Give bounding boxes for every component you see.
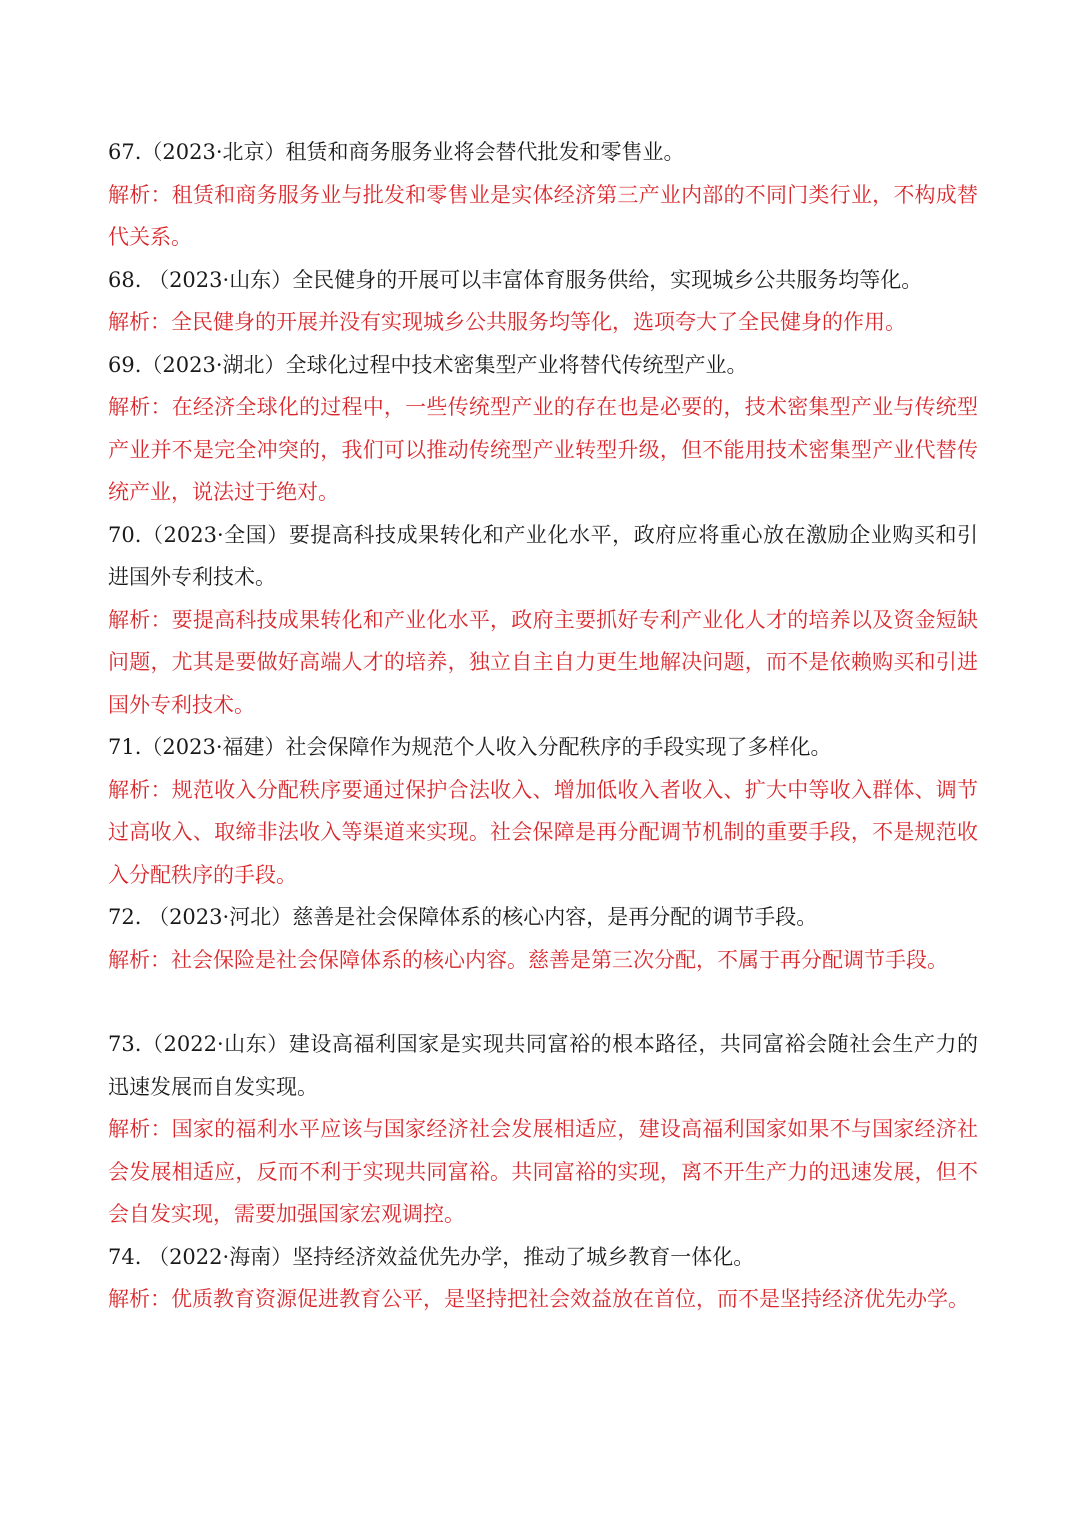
- question-list: [108, 131, 978, 1321]
- answer-70: 解析：要提高科技成果转化和产业化水平，政府主要抓好专利产业化人才的培养以及资金短缺问题，尤其是要做好高端人才的培养，独立自主自力更生地解决问题，而不是依赖购买和引进国外专利技术。: [108, 607, 978, 717]
- answer-71: 解析：规范收入分配秩序要通过保护合法收入、增加低收入者收入、扩大中等收入群体、调节过高收入、取缔非法收入等渠道来实现。社会保障是再分配调节机制的重要手段，不是规范收入分配秩序的手段。: [108, 777, 978, 887]
- question-74: 74. （2022·海南）坚持经济效益优先办学，推动了城乡教育一体化。: [108, 1244, 755, 1269]
- section-gap: [108, 981, 978, 1023]
- answer-74: 解析：优质教育资源促进教育公平，是坚持把社会效益放在首位，而不是坚持经济优先办学。: [108, 1287, 969, 1311]
- answer-73: 解析：国家的福利水平应该与国家经济社会发展相适应，建设高福利国家如果不与国家经济社会发展相适应，反而不利于实现共同富裕。共同富裕的实现，离不开生产力的迅速发展，但不会自发实现，需要加强国家宏观调控。: [108, 1117, 978, 1226]
- question-68: 68. （2023·山东）全民健身的开展可以丰富体育服务供给，实现城乡公共服务均等化。: [108, 267, 923, 292]
- answer-72: 解析：社会保险是社会保障体系的核心内容。慈善是第三次分配，不属于再分配调节手段。: [108, 947, 948, 972]
- question-73: 73.（2022·山东）建设高福利国家是实现共同富裕的根本路径，共同富裕会随社会生产力的迅速发展而自发实现。: [108, 1032, 978, 1099]
- question-71: 71.（2023·福建）社会保障作为规范个人收入分配秩序的手段实现了多样化。: [108, 735, 832, 759]
- question-70: 70.（2023·全国）要提高科技成果转化和产业化水平，政府应将重心放在激励企业购买和引进国外专利技术。: [108, 522, 978, 589]
- answer-67: 解析：租赁和商务服务业与批发和零售业是实体经济第三产业内部的不同门类行业，不构成替代关系。: [108, 182, 978, 249]
- answer-68: 解析：全民健身的开展并没有实现城乡公共服务均等化，选项夸大了全民健身的作用。: [108, 310, 906, 334]
- question-72: 72. （2023·河北）慈善是社会保障体系的核心内容，是再分配的调节手段。: [108, 905, 818, 929]
- question-69: 69.（2023·湖北）全球化过程中技术密集型产业将替代传统型产业。: [108, 352, 748, 377]
- answer-69: 解析：在经济全球化的过程中，一些传统型产业的存在也是必要的，技术密集型产业与传统型产业并不是完全冲突的，我们可以推动传统型产业转型升级，但不能用技术密集型产业代替传统产业，说法过于绝对。: [108, 395, 978, 504]
- question-67: 67.（2023·北京）租赁和商务服务业将会替代批发和零售业。: [108, 140, 685, 164]
